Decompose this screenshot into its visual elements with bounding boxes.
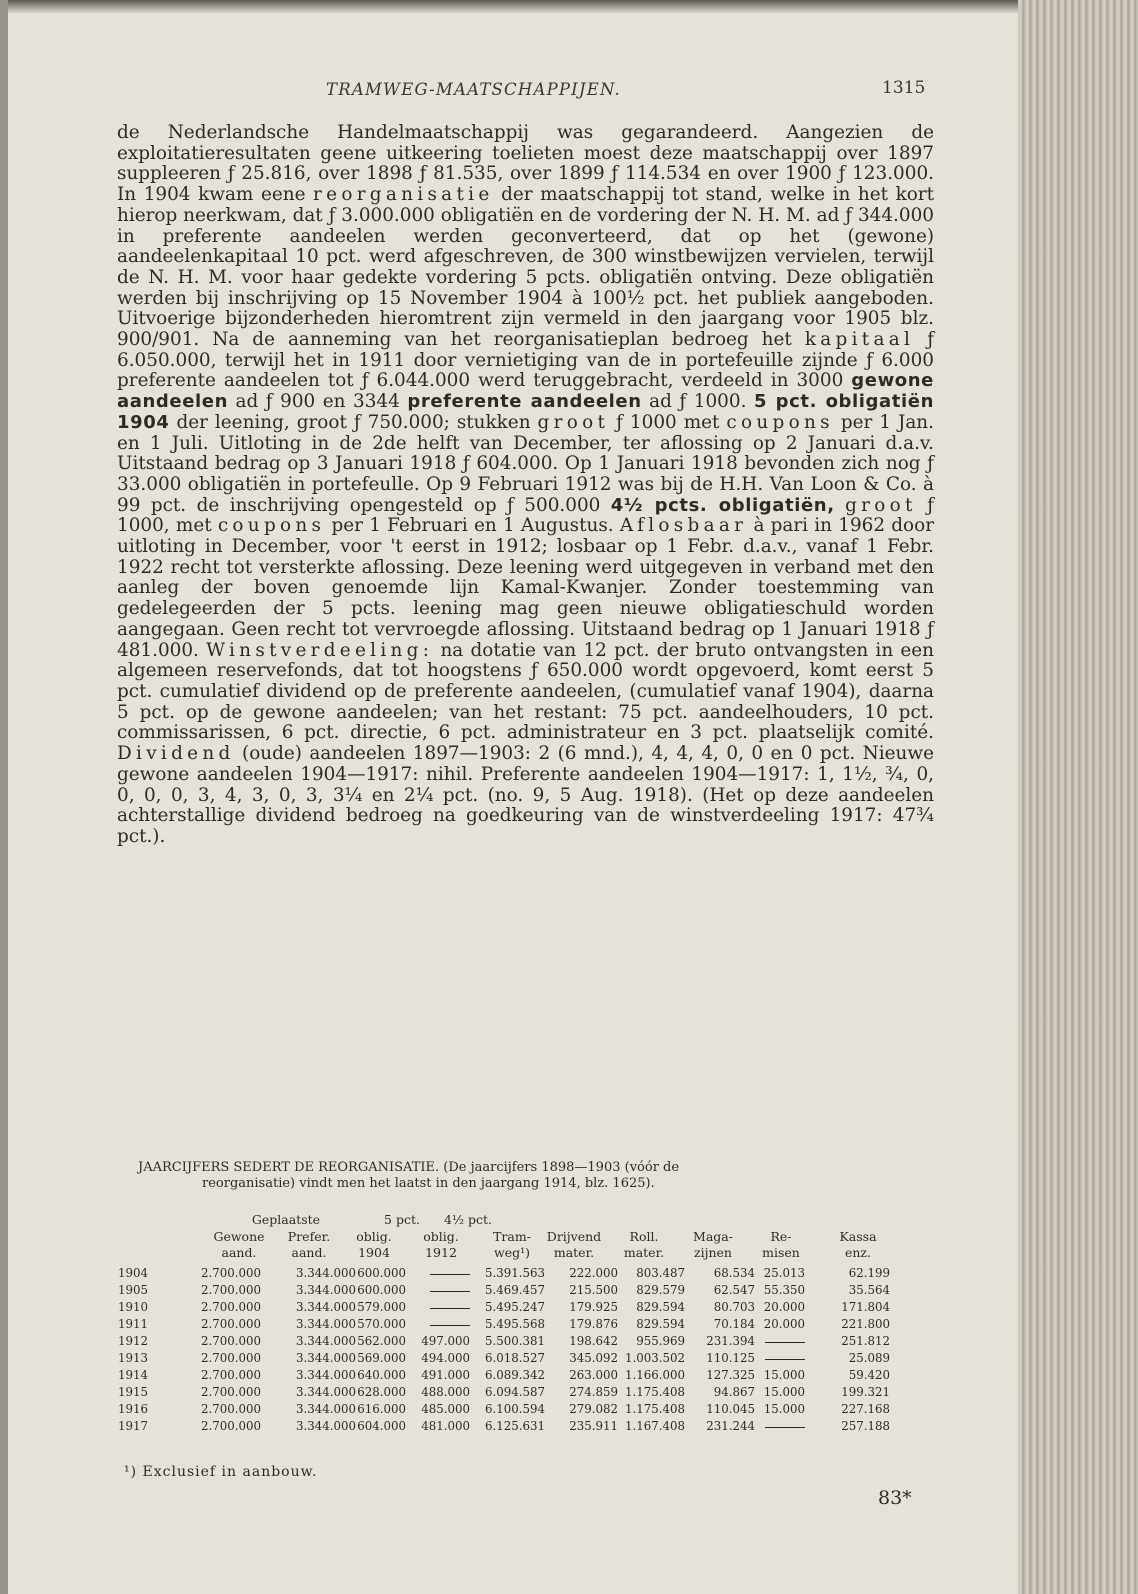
table-cell: 6.125.631: [484, 1419, 545, 1433]
column-header: aand.: [291, 1245, 327, 1260]
table-cell: 485.000: [421, 1402, 470, 1416]
table-cell: 251.812: [841, 1334, 890, 1348]
table-cell: 481.000: [421, 1419, 470, 1433]
year-cell: 1912: [118, 1334, 149, 1348]
table-cell: 3.344.000: [295, 1283, 356, 1297]
body-text: [117, 123, 934, 848]
table-cell: 600.000: [357, 1283, 406, 1297]
table-cell: 6.089.342: [484, 1368, 545, 1382]
table-cell: 562.000: [357, 1334, 406, 1348]
column-header: Kassa: [839, 1229, 877, 1244]
table-cell: 5.495.568: [484, 1317, 545, 1331]
table-cell: [715, 1418, 805, 1435]
year-cell: 1910: [118, 1300, 149, 1314]
table-cell: 6.094.587: [484, 1385, 545, 1399]
column-header: Re-: [770, 1229, 792, 1244]
table-cell: 2.700.000: [200, 1334, 261, 1348]
group-header: 4½ pct.: [443, 1212, 493, 1227]
table-cell: 2.700.000: [200, 1351, 261, 1365]
table-cell: 55.350: [763, 1283, 805, 1297]
year-cell: 1905: [118, 1283, 149, 1297]
table-cell: 579.000: [357, 1300, 406, 1314]
column-header: Gewone: [213, 1229, 265, 1244]
table-cell: 199.321: [841, 1385, 890, 1399]
table-cell: 263.000: [569, 1368, 618, 1382]
table-cell: 640.000: [357, 1368, 406, 1382]
dash-line: [765, 1427, 805, 1428]
table-cell: 257.188: [841, 1419, 890, 1433]
table-cell: 68.534: [713, 1266, 755, 1280]
page-edges: [1018, 0, 1138, 1594]
table-cell: 70.184: [713, 1317, 755, 1331]
table-cell: 3.344.000: [295, 1300, 356, 1314]
book-page: [8, 0, 1020, 1594]
table-cell: 604.000: [357, 1419, 406, 1433]
table-cell: 2.700.000: [200, 1266, 261, 1280]
column-header: enz.: [844, 1245, 871, 1260]
table-cell: [715, 1350, 805, 1367]
column-header: weg¹): [494, 1245, 530, 1260]
table-cell: 25.013: [763, 1266, 805, 1280]
signature-mark: 83*: [878, 1487, 912, 1509]
column-header: 1904: [358, 1245, 390, 1260]
table-cell: 494.000: [421, 1351, 470, 1365]
table-cell: 1.175.408: [624, 1385, 685, 1399]
table-cell: 274.859: [569, 1385, 618, 1399]
table-cell: 171.804: [841, 1300, 890, 1314]
column-header: Drijvend: [546, 1229, 602, 1244]
dash-line: [765, 1342, 805, 1343]
table-cell: 803.487: [636, 1266, 685, 1280]
table-cell: 2.700.000: [200, 1385, 261, 1399]
column-header: Maga-: [693, 1229, 733, 1244]
table-cell: 1.175.408: [624, 1402, 685, 1416]
table-cell: 62.199: [848, 1266, 890, 1280]
table-cell: 3.344.000: [295, 1266, 356, 1280]
table-cell: 25.089: [848, 1351, 890, 1365]
table-cell: 829.579: [636, 1283, 685, 1297]
page-top-shadow: [8, 0, 1020, 14]
table-cell: 179.876: [569, 1317, 618, 1331]
table-cell: 94.867: [713, 1385, 755, 1399]
table-cell: 3.344.000: [295, 1317, 356, 1331]
column-header: mater.: [623, 1245, 665, 1260]
table-cell: 488.000: [421, 1385, 470, 1399]
table-cell: 2.700.000: [200, 1317, 261, 1331]
table-cell: 15.000: [763, 1402, 805, 1416]
table-cell: 2.700.000: [200, 1300, 261, 1314]
table-cell: 1.166.000: [624, 1368, 685, 1382]
table-cell: 279.082: [569, 1402, 618, 1416]
table-cell: 3.344.000: [295, 1419, 356, 1433]
table-cell: 3.344.000: [295, 1402, 356, 1416]
page-number: 1315: [882, 78, 926, 98]
column-header: oblig.: [423, 1229, 459, 1244]
table-cell: 5.495.247: [484, 1300, 545, 1314]
table-cell: 628.000: [357, 1385, 406, 1399]
table-cell: 222.000: [569, 1266, 618, 1280]
table-cell: 110.045: [706, 1402, 755, 1416]
footnote: ¹) Exclusief in aanbouw.: [124, 1464, 318, 1480]
year-cell: 1915: [118, 1385, 149, 1399]
table-caption: [138, 1160, 928, 1192]
table-cell: 110.125: [706, 1351, 755, 1365]
year-cell: 1914: [118, 1368, 149, 1382]
table-cell: 2.700.000: [200, 1368, 261, 1382]
column-header: 1912: [425, 1245, 457, 1260]
table-cell: 3.344.000: [295, 1334, 356, 1348]
table-cell: 2.700.000: [200, 1419, 261, 1433]
column-header: Tram-: [493, 1229, 531, 1244]
table-cell: 6.018.527: [484, 1351, 545, 1365]
table-cell: 231.244: [706, 1419, 755, 1433]
table-cell: 215.500: [569, 1283, 618, 1297]
caption-line: JAARCIJFERS SEDERT DE REORGANISATIE. (De jaarcijfers 1898—1903 (vóór de: [138, 1160, 680, 1175]
table-cell: 62.547: [713, 1283, 755, 1297]
table-cell: 127.325: [706, 1368, 755, 1382]
table-cell: 198.642: [569, 1334, 618, 1348]
table-cell: 5.500.381: [484, 1334, 545, 1348]
table-cell: 20.000: [763, 1317, 805, 1331]
year-cell: 1904: [118, 1266, 149, 1280]
column-header: mater.: [553, 1245, 595, 1260]
table-cell: 80.703: [713, 1300, 755, 1314]
table-cell: 955.969: [636, 1334, 685, 1348]
table-cell: 491.000: [421, 1368, 470, 1382]
table-cell: 6.100.594: [484, 1402, 545, 1416]
table-cell: 59.420: [848, 1368, 890, 1382]
table-cell: 5.391.563: [484, 1266, 545, 1280]
table-cell: 497.000: [421, 1334, 470, 1348]
year-cell: 1913: [118, 1351, 149, 1365]
dash-line: [765, 1359, 805, 1360]
table-cell: 600.000: [357, 1266, 406, 1280]
table-cell: 20.000: [763, 1300, 805, 1314]
column-header: misen: [762, 1245, 800, 1260]
table-cell: 15.000: [763, 1368, 805, 1382]
year-cell: 1916: [118, 1402, 149, 1416]
table-cell: 569.000: [357, 1351, 406, 1365]
table-cell: 829.594: [636, 1317, 685, 1331]
year-cell: 1917: [118, 1419, 149, 1433]
table-cell: 221.800: [841, 1317, 890, 1331]
table-cell: 829.594: [636, 1300, 685, 1314]
table-cell: 231.394: [706, 1334, 755, 1348]
table-cell: [715, 1333, 805, 1350]
table-cell: 5.469.457: [484, 1283, 545, 1297]
table-cell: 2.700.000: [200, 1402, 261, 1416]
table-cell: 3.344.000: [295, 1385, 356, 1399]
table-cell: 3.344.000: [295, 1368, 356, 1382]
paragraph: de Nederlandsche Handelmaatschappij was gegarandeerd. Aangezien de exploitatieresultaten geene uitkeering toelieten moest deze maatschappij over 1897 suppleeren ƒ 25.816, over 1898 ƒ 81.535, over 1899 ƒ 114.534 en over 1900 ƒ 123.000. In 1904 kwam eene reorganisatie der maatschappij tot stand, welke in het kort hierop neerkwam, dat ƒ 3.000.000 obligatiën en de vordering der N. H. M. ad ƒ 344.000 in preferente aandeelen werden geconverteerd, dat op het (gewone) aandeelenkapitaal 10 pct. werd afgeschreven, de 300 winstbewijzen vervielen, terwijl de N. H. M. voor haar gedekte vordering 5 pcts. obligatiën ontving. Deze obligatiën werden bij inschrijving op 15 November 1904 à 100½ pct. het publiek aangeboden. Uitvoerige bijzonderheden hieromtrent zijn vermeld in den jaargang voor 1905 blz. 900/901. Na de aanneming van het reorganisatieplan bedroeg het kapitaal ƒ 6.050.000, terwijl het in 1911 door vernietiging van de in portefeuille zijnde ƒ 6.000 preferente aandeelen tot ƒ 6.044.000 werd teruggebracht, verdeeld in 3000 gewone aandeelen ad ƒ 900 en 3344 preferente aandeelen ad ƒ 1000. 5 pct. obligatiën 1904 der leening, groot ƒ 750.000; stukken groot ƒ 1000 met coupons per 1 Jan. en 1 Juli. Uitloting in de 2de helft van December, ter aflossing op 2 Januari d.a.v. Uitstaand bedrag op 3 Januari 1918 ƒ 604.000. Op 1 Januari 1918 bevonden zich nog ƒ 33.000 obligatiën in portefeulle. Op 9 Februari 1912 was bij de H.H. Van Loon & Co. à 99 pct. de inschrijving opengesteld op ƒ 500.000 4½ pcts. obligatiën, groot ƒ 1000, met coupons per 1 Februari en 1 Augustus. Aflosbaar à pari in 1962 door uitloting in December, voor 't eerst in 1912; losbaar op 1 Febr. d.a.v., vanaf 1 Febr. 1922 recht tot versterkte aflossing. Deze leening werd uitgegeven in verband met den aanleg der boven genoemde lijn Kamal-Kwanjer. Zonder toestemming van gedelegeerden der 5 pcts. leening mag geen nieuwe obligatieschuld worden aangegaan. Geen recht tot vervroegde aflossing. Uitstaand bedrag op 1 Januari 1918 ƒ 481.000. Winstverdeeling: na dotatie van 12 pct. der bruto ontvangsten in een algemeen reservefonds, dat tot hoogstens ƒ 650.000 wordt opgevoerd, komt eerst 5 pct. cumulatief dividend op de preferente aandeelen, (cumulatief vanaf 1904), daarna 5 pct. op de gewone aandeelen; van het restant: 75 pct. aandeelhouders, 10 pct. commissarissen, 6 pct. directie, 6 pct. administrateur en 3 pct. plaatselijk comité. Dividend (oude) aandeelen 1897—1903: 2 (6 mnd.), 4, 4, 4, 0, 0 en 0 pct. Nieuwe gewone aandeelen 1904—1917: nihil. Preferente aandeelen 1904—1917: 1, 1½, ¾, 0, 0, 0, 0, 3, 4, 3, 0, 3, 3¼ en 2¼ pct. (no. 9, 5 Aug. 1918). (Het op deze aandeelen achterstallige dividend bedroeg na goedkeuring van de winstverdeeling 1917: 47¾ pct.).: [117, 122, 934, 847]
running-header: TRAMWEG-MAATSCHAPPIJEN.: [326, 80, 621, 99]
table-cell: 1.003.502: [624, 1351, 685, 1365]
table-cell: 235.911: [569, 1419, 618, 1433]
table-cell: 345.092: [569, 1351, 618, 1365]
table-cell: 2.700.000: [200, 1283, 261, 1297]
table-cell: 15.000: [763, 1385, 805, 1399]
table-cell: 570.000: [357, 1317, 406, 1331]
column-header: oblig.: [356, 1229, 392, 1244]
table-cell: 35.564: [848, 1283, 890, 1297]
caption-line: reorganisatie) vindt men het laatst in den jaargang 1914, blz. 1625).: [202, 1176, 655, 1191]
table-cell: 179.925: [569, 1300, 618, 1314]
column-header: Roll.: [629, 1229, 659, 1244]
table-cell: 1.167.408: [624, 1419, 685, 1433]
column-header: aand.: [221, 1245, 257, 1260]
column-header: zijnen: [694, 1245, 732, 1260]
column-header: Prefer.: [287, 1229, 331, 1244]
table-cell: 616.000: [357, 1402, 406, 1416]
table-cell: 3.344.000: [295, 1351, 356, 1365]
group-header: Geplaatste: [251, 1212, 321, 1227]
year-cell: 1911: [118, 1317, 149, 1331]
table-cell: 227.168: [841, 1402, 890, 1416]
group-header: 5 pct.: [384, 1212, 420, 1227]
